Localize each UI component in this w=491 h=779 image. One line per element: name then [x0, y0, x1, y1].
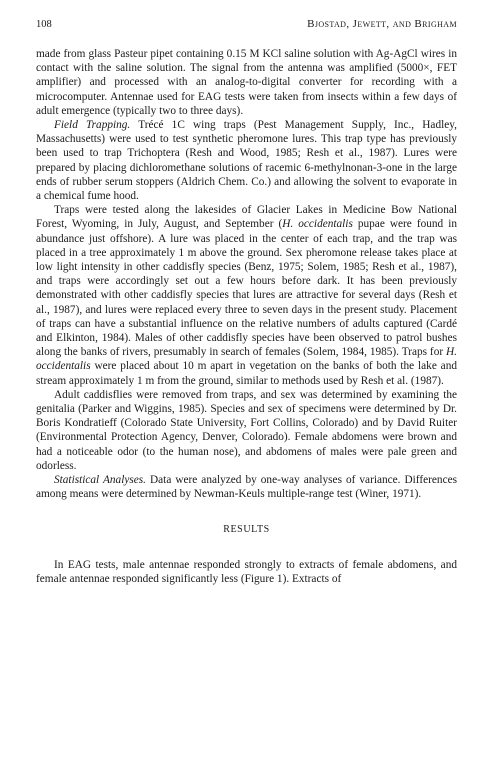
paragraph-methods-continued: made from glass Pasteur pipet containing 0.15 M KCl saline solution with Ag-AgCl wires in contact with the saline solution. The signal from the antenna was amplified (5000×, FET amplifier) and processed with an analog-to-digital converter for recording with a microcomputer. Antennae used for EAG tests were taken from insects within a few days of adult emergence (typically two to three days).	[36, 48, 457, 117]
body-text	[36, 47, 457, 586]
species-name: H. occidentalis	[36, 346, 457, 373]
paragraph-statistical-analyses-text: Data were analyzed by one-way analyses of variance. Differences among means were determined by Newman-Keuls multiple-range test (Winer, 1971).	[36, 474, 457, 501]
paragraph-field-trapping	[36, 118, 457, 203]
running-head-authors: Bjostad, Jewett, and Brigham	[307, 18, 457, 30]
paragraph-trap-placement-part-c: were placed about 10 m apart in vegetation on the banks of both the lake and stream approximately 1 m from the ground, similar to methods used by Resh et al. (1987).	[36, 360, 457, 387]
paragraph-trap-placement	[36, 203, 457, 388]
paragraph-field-trapping-text: Trécé 1C wing traps (Pest Management Supply, Inc., Hadley, Massachusetts) were used to test synthetic pheromone lures. This trap type has previously been used to trap Trichoptera (Resh and Wood, 1985; Resh et al., 1987). Lures were prepared by placing dichloromethane solutions of racemic 6-methylnonan-3-one in the large ends of rubber serum stoppers (Aldrich Chem. Co.) and allowing the solvent to evaporate in a chemical fume hood.	[36, 119, 457, 203]
paragraph-statistical-analyses	[36, 473, 457, 501]
paragraph-trap-placement-part-a: Traps were tested along the lakesides of Glacier Lakes in Medicine Bow National Forest, Wyoming, in July, August, and September (	[36, 204, 457, 231]
paragraph-sex-determination: Adult caddisflies were removed from traps, and sex was determined by examining the genitalia (Parker and Wiggins, 1985). Species and sex of specimens were determined by Dr. Boris Kondratieff (Colorado State University, Fort Collins, Colorado) and by David Ruiter (Environmental Protection Agency, Denver, Colorado). Female abdomens were brown and had a noticeable odor (to the human nose), and abdomens of males were pale green and odorless.	[36, 388, 457, 472]
subheading-field-trapping: Field Trapping.	[54, 119, 131, 132]
paragraph-trap-placement-part-b: pupae were found in abundance just offshore). A lure was placed in the center of each trap, and the trap was placed in a tree approximately 1 m above the ground. Sex pheromone release takes place at low light intensity in other caddisfly species (Benz, 1975; Solem, 1985; Resh et al., 1987), and traps were accordingly set out a few hours before dark. It has been previously demonstrated with other caddisfly species that lures are attractive for several days (Resh et al., 1987), and lures were replaced every three to seven days in the present study. Placement of traps can have a substantial influence on the relative numbers of adults captured (Cardé and Elkinton, 1984). Males of other caddisfly species have been observed to patrol bushes along the banks of rivers, presumably in search of females (Solem, 1984, 1985). Traps for	[36, 218, 457, 359]
species-name: H. occidentalis	[282, 218, 353, 231]
paragraph-results: In EAG tests, male antennae responded strongly to extracts of female abdomens, and female antennae responded significantly less (Figure 1). Extracts of	[36, 558, 457, 585]
page	[36, 18, 457, 586]
page-number: 108	[36, 19, 52, 30]
section-heading-results: RESULTS	[223, 523, 270, 535]
subheading-statistical-analyses: Statistical Analyses.	[54, 474, 146, 487]
running-header	[36, 18, 457, 31]
